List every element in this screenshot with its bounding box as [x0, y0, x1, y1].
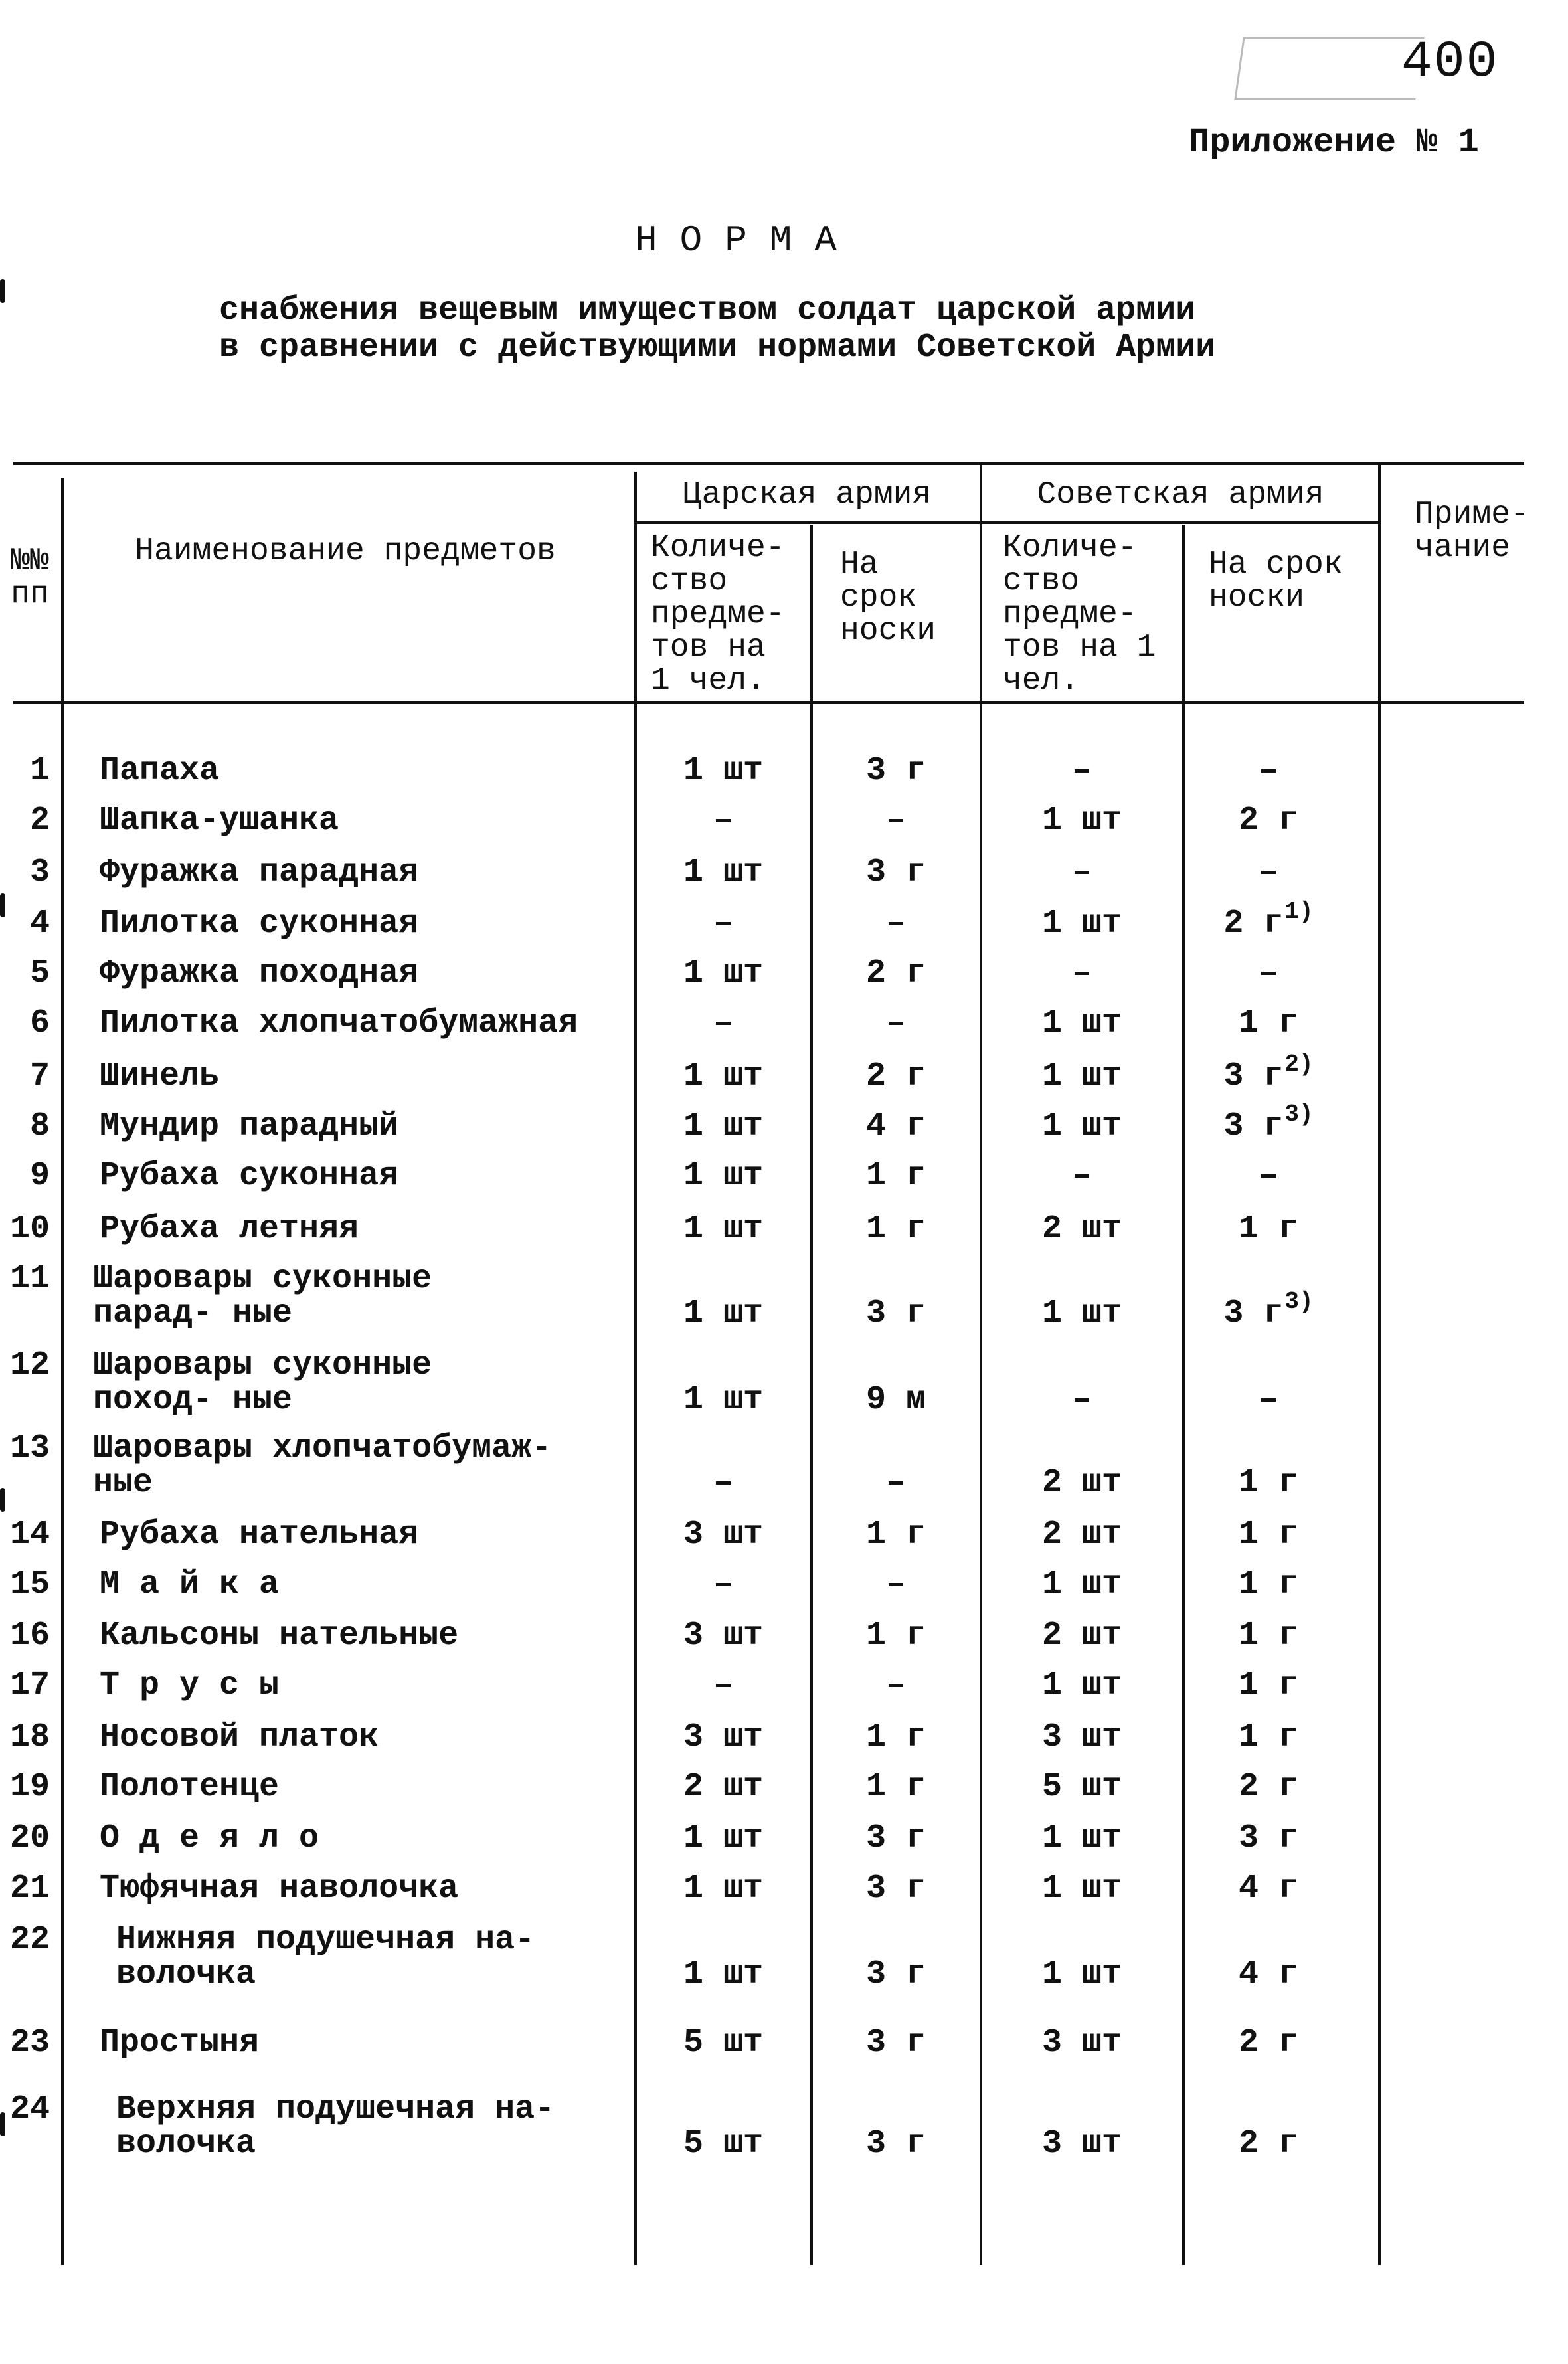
row-number: 13 [9, 1429, 50, 1467]
soviet-term [1185, 856, 1351, 890]
soviet-term-value: 1 г [1238, 1718, 1298, 1756]
tsar-term: – [885, 1667, 906, 1704]
soviet-term-value: – [1258, 955, 1278, 992]
soviet-quantity: 1 шт [1041, 1955, 1122, 1993]
header-soviet-term: На срок носки [1209, 547, 1343, 616]
tsar-term: 3 г [865, 752, 926, 790]
soviet-term-value: 4 г [1238, 1955, 1298, 1993]
row-number: 10 [9, 1210, 50, 1248]
tsar-term: 1 г [865, 1516, 926, 1554]
header-bottom-rule [13, 701, 1524, 704]
tsar-term: – [885, 1464, 906, 1502]
soviet-quantity: 1 шт [1041, 1870, 1122, 1908]
row-number: 17 [9, 1667, 50, 1704]
tsar-quantity: – [713, 905, 733, 943]
soviet-quantity: 3 шт [1041, 1718, 1122, 1756]
subtitle-line-2: в сравнении с действующими нормами Советской Армии [219, 329, 1216, 367]
item-name: Нижняя подушечная на- волочка [116, 1921, 535, 1993]
tsar-quantity: 3 шт [683, 1718, 764, 1756]
item-name: Полотенце [100, 1768, 280, 1806]
tsar-quantity: 1 шт [683, 1057, 764, 1095]
tsar-term: 2 г [865, 1057, 926, 1095]
soviet-term-value: 1 г [1238, 1667, 1298, 1704]
header-tsar-army: Царская армия [682, 477, 932, 513]
binding-hole [0, 279, 5, 303]
column-rule [61, 478, 64, 2265]
soviet-term [1185, 1159, 1351, 1194]
soviet-term-value: 1 г [1238, 1004, 1298, 1042]
soviet-term [1185, 1720, 1351, 1755]
tsar-quantity: 1 шт [683, 1157, 764, 1195]
item-name: Кальсоны нательные [100, 1617, 459, 1655]
soviet-term-value: 1 г [1238, 1464, 1298, 1502]
row-number: 7 [29, 1057, 50, 1095]
tsar-quantity: – [713, 1464, 733, 1502]
item-name: Рубаха нательная [100, 1516, 419, 1554]
tsar-term: 3 г [865, 1870, 926, 1908]
tsar-quantity: 1 шт [683, 1381, 764, 1419]
soviet-quantity: 2 шт [1041, 1464, 1122, 1502]
tsar-term: 3 г [865, 1955, 926, 1993]
tsar-term: 1 г [865, 1617, 926, 1655]
tsar-term: 3 г [865, 1295, 926, 1332]
item-name: О д е я л о [100, 1819, 319, 1857]
header-tsar-qty: Количе- ство предме- тов на 1 чел. [651, 530, 785, 699]
soviet-quantity: 5 шт [1041, 1768, 1122, 1806]
item-name: Шаровары суконные парад- ные [93, 1260, 432, 1332]
tsar-term: 3 г [865, 854, 926, 891]
soviet-term [1185, 1466, 1351, 1500]
tsar-term: 1 г [865, 1718, 926, 1756]
row-number: 5 [29, 955, 50, 992]
tsar-quantity: – [713, 1667, 733, 1704]
row-number: 4 [29, 905, 50, 943]
soviet-quantity: 1 шт [1041, 1295, 1122, 1332]
soviet-term [1185, 2026, 1351, 2060]
tsar-term: 1 г [865, 1210, 926, 1248]
soviet-term-value: – [1258, 752, 1278, 790]
soviet-term-value: 3 г [1223, 1057, 1284, 1095]
soviet-term [1185, 2127, 1351, 2161]
tsar-term: – [885, 905, 906, 943]
row-number: 3 [29, 854, 50, 891]
soviet-quantity: 1 шт [1041, 905, 1122, 943]
soviet-term-value: 2 г [1238, 1768, 1298, 1806]
soviet-term-value: 1 г [1238, 1617, 1298, 1655]
soviet-term [1185, 1212, 1351, 1247]
tsar-term: 2 г [865, 955, 926, 992]
soviet-term [1185, 1669, 1351, 1703]
soviet-term [1185, 1051, 1351, 1095]
soviet-quantity: 1 шт [1041, 1004, 1122, 1042]
page-number: 400 [1401, 33, 1499, 92]
soviet-term-value: 3 г [1223, 1107, 1284, 1145]
item-name: Пилотка хлопчатобумажная [100, 1004, 578, 1042]
tsar-quantity: – [713, 1004, 733, 1042]
soviet-quantity: 1 шт [1041, 1057, 1122, 1095]
tsar-quantity: 1 шт [683, 1955, 764, 1993]
soviet-term [1185, 1518, 1351, 1552]
item-name: М а й к а [100, 1566, 280, 1603]
item-name: Тюфячная наволочка [100, 1870, 459, 1908]
soviet-term-value: 1 г [1238, 1210, 1298, 1248]
tsar-term: 3 г [865, 1819, 926, 1857]
header-note: Приме- чание [1415, 497, 1529, 566]
row-number: 6 [29, 1004, 50, 1042]
row-number: 8 [29, 1107, 50, 1145]
tsar-quantity: 3 шт [683, 1617, 764, 1655]
item-name: Мундир парадный [100, 1107, 399, 1145]
subtitle-line-1: снабжения вещевым имуществом солдат царской армии [219, 292, 1196, 329]
soviet-term-value: 4 г [1238, 1870, 1298, 1908]
group-header-rule [634, 521, 1378, 524]
table-top-rule [13, 462, 1524, 465]
soviet-term-value: – [1258, 1381, 1278, 1419]
header-num: №№ пп [11, 543, 49, 612]
tsar-quantity: 2 шт [683, 1768, 764, 1806]
soviet-term-value: 1 г [1238, 1516, 1298, 1554]
item-name: Шаровары хлопчатобумаж- ные [93, 1429, 552, 1502]
tsar-quantity: 1 шт [683, 1819, 764, 1857]
row-number: 24 [9, 2090, 50, 2128]
soviet-quantity: 3 шт [1041, 2125, 1122, 2163]
column-rule [1182, 525, 1185, 2265]
soviet-term-value: 2 г [1223, 905, 1284, 943]
row-number: 11 [9, 1260, 50, 1298]
tsar-quantity: – [713, 802, 733, 840]
tsar-quantity: – [713, 1566, 733, 1603]
soviet-quantity: – [1071, 1157, 1092, 1195]
document-title: НОРМА [634, 219, 860, 262]
soviet-term [1185, 1872, 1351, 1906]
row-number: 22 [9, 1921, 50, 1959]
soviet-term [1185, 1383, 1351, 1417]
soviet-quantity: 3 шт [1041, 2024, 1122, 2062]
item-name: Фуражка походная [100, 955, 419, 992]
item-name: Т р у с ы [100, 1667, 280, 1704]
soviet-quantity: 1 шт [1041, 802, 1122, 840]
row-number: 9 [29, 1157, 50, 1195]
soviet-quantity: 2 шт [1041, 1210, 1122, 1248]
tsar-term: 3 г [865, 2024, 926, 2062]
soviet-term-value: – [1258, 854, 1278, 891]
tsar-quantity: 1 шт [683, 1210, 764, 1248]
soviet-quantity: – [1071, 955, 1092, 992]
header-soviet-army: Советская армия [1037, 477, 1324, 513]
tsar-term: – [885, 1004, 906, 1042]
soviet-term-value: 3 г [1223, 1295, 1284, 1332]
tsar-quantity: 1 шт [683, 752, 764, 790]
tsar-quantity: 1 шт [683, 1295, 764, 1332]
archive-stamp [1234, 37, 1424, 100]
row-number: 14 [9, 1516, 50, 1554]
soviet-quantity: – [1071, 1381, 1092, 1419]
item-name: Рубаха суконная [100, 1157, 399, 1195]
item-name: Пилотка суконная [100, 905, 419, 943]
row-number: 1 [29, 752, 50, 790]
header-name: Наименование предметов [135, 533, 556, 569]
soviet-quantity: 1 шт [1041, 1667, 1122, 1704]
tsar-quantity: 1 шт [683, 1870, 764, 1908]
soviet-term [1185, 1288, 1351, 1332]
soviet-term-value: 2 г [1238, 2125, 1298, 2163]
soviet-term-value: 1 г [1238, 1566, 1298, 1603]
tsar-term: 1 г [865, 1768, 926, 1806]
tsar-quantity: 1 шт [683, 1107, 764, 1145]
soviet-term-value: – [1258, 1157, 1278, 1195]
soviet-term [1185, 1101, 1351, 1145]
column-rule [980, 465, 982, 2265]
soviet-quantity: 1 шт [1041, 1566, 1122, 1603]
item-name: Шинель [100, 1057, 220, 1095]
row-number: 18 [9, 1718, 50, 1756]
tsar-quantity: 1 шт [683, 955, 764, 992]
tsar-term: 1 г [865, 1157, 926, 1195]
footnote-marker: 1) [1284, 898, 1314, 925]
binding-hole [0, 1488, 5, 1512]
item-name: Простыня [100, 2024, 260, 2062]
header-soviet-qty: Количе- ство предме- тов на 1 чел. [1003, 530, 1156, 699]
item-name: Шаровары суконные поход- ные [93, 1346, 432, 1419]
soviet-term [1185, 804, 1351, 838]
tsar-term: 9 м [865, 1381, 926, 1419]
soviet-term [1185, 1770, 1351, 1805]
soviet-term-value: 2 г [1238, 2024, 1298, 2062]
soviet-term [1185, 1619, 1351, 1653]
tsar-quantity: 1 шт [683, 854, 764, 891]
item-name: Носовой платок [100, 1718, 379, 1756]
column-rule [810, 525, 813, 2265]
header-tsar-term: На срок носки [840, 547, 936, 649]
footnote-marker: 3) [1284, 1288, 1314, 1315]
tsar-quantity: 5 шт [683, 2125, 764, 2163]
tsar-quantity: 3 шт [683, 1516, 764, 1554]
row-number: 23 [9, 2024, 50, 2062]
soviet-term [1185, 1006, 1351, 1041]
soviet-term-value: 3 г [1238, 1819, 1298, 1857]
column-rule [634, 472, 637, 2265]
footnote-marker: 3) [1284, 1101, 1314, 1128]
appendix-label: Приложение № 1 [1189, 123, 1479, 162]
soviet-term [1185, 1957, 1351, 1992]
soviet-quantity: – [1071, 854, 1092, 891]
row-number: 20 [9, 1819, 50, 1857]
soviet-quantity: 1 шт [1041, 1107, 1122, 1145]
tsar-quantity: 5 шт [683, 2024, 764, 2062]
item-name: Шапка-ушанка [100, 802, 339, 840]
row-number: 15 [9, 1566, 50, 1603]
row-number: 12 [9, 1346, 50, 1384]
tsar-term: 4 г [865, 1107, 926, 1145]
item-name: Папаха [100, 752, 220, 790]
soviet-term-value: 2 г [1238, 802, 1298, 840]
soviet-term [1185, 1568, 1351, 1602]
soviet-quantity: – [1071, 752, 1092, 790]
tsar-term: – [885, 802, 906, 840]
row-number: 16 [9, 1617, 50, 1655]
soviet-quantity: 1 шт [1041, 1819, 1122, 1857]
row-number: 21 [9, 1870, 50, 1908]
footnote-marker: 2) [1284, 1051, 1314, 1078]
row-number: 2 [29, 802, 50, 840]
document-subtitle [219, 292, 1215, 367]
tsar-term: – [885, 1566, 906, 1603]
soviet-quantity: 2 шт [1041, 1516, 1122, 1554]
item-name: Фуражка парадная [100, 854, 419, 891]
soviet-term [1185, 956, 1351, 991]
item-name: Рубаха летняя [100, 1210, 359, 1248]
column-rule [1378, 465, 1381, 2265]
soviet-term [1185, 1821, 1351, 1856]
soviet-term [1185, 754, 1351, 788]
tsar-term: 3 г [865, 2125, 926, 2163]
soviet-quantity: 2 шт [1041, 1617, 1122, 1655]
row-number: 19 [9, 1768, 50, 1806]
soviet-term [1185, 898, 1351, 943]
item-name: Верхняя подушечная на- волочка [116, 2090, 555, 2163]
